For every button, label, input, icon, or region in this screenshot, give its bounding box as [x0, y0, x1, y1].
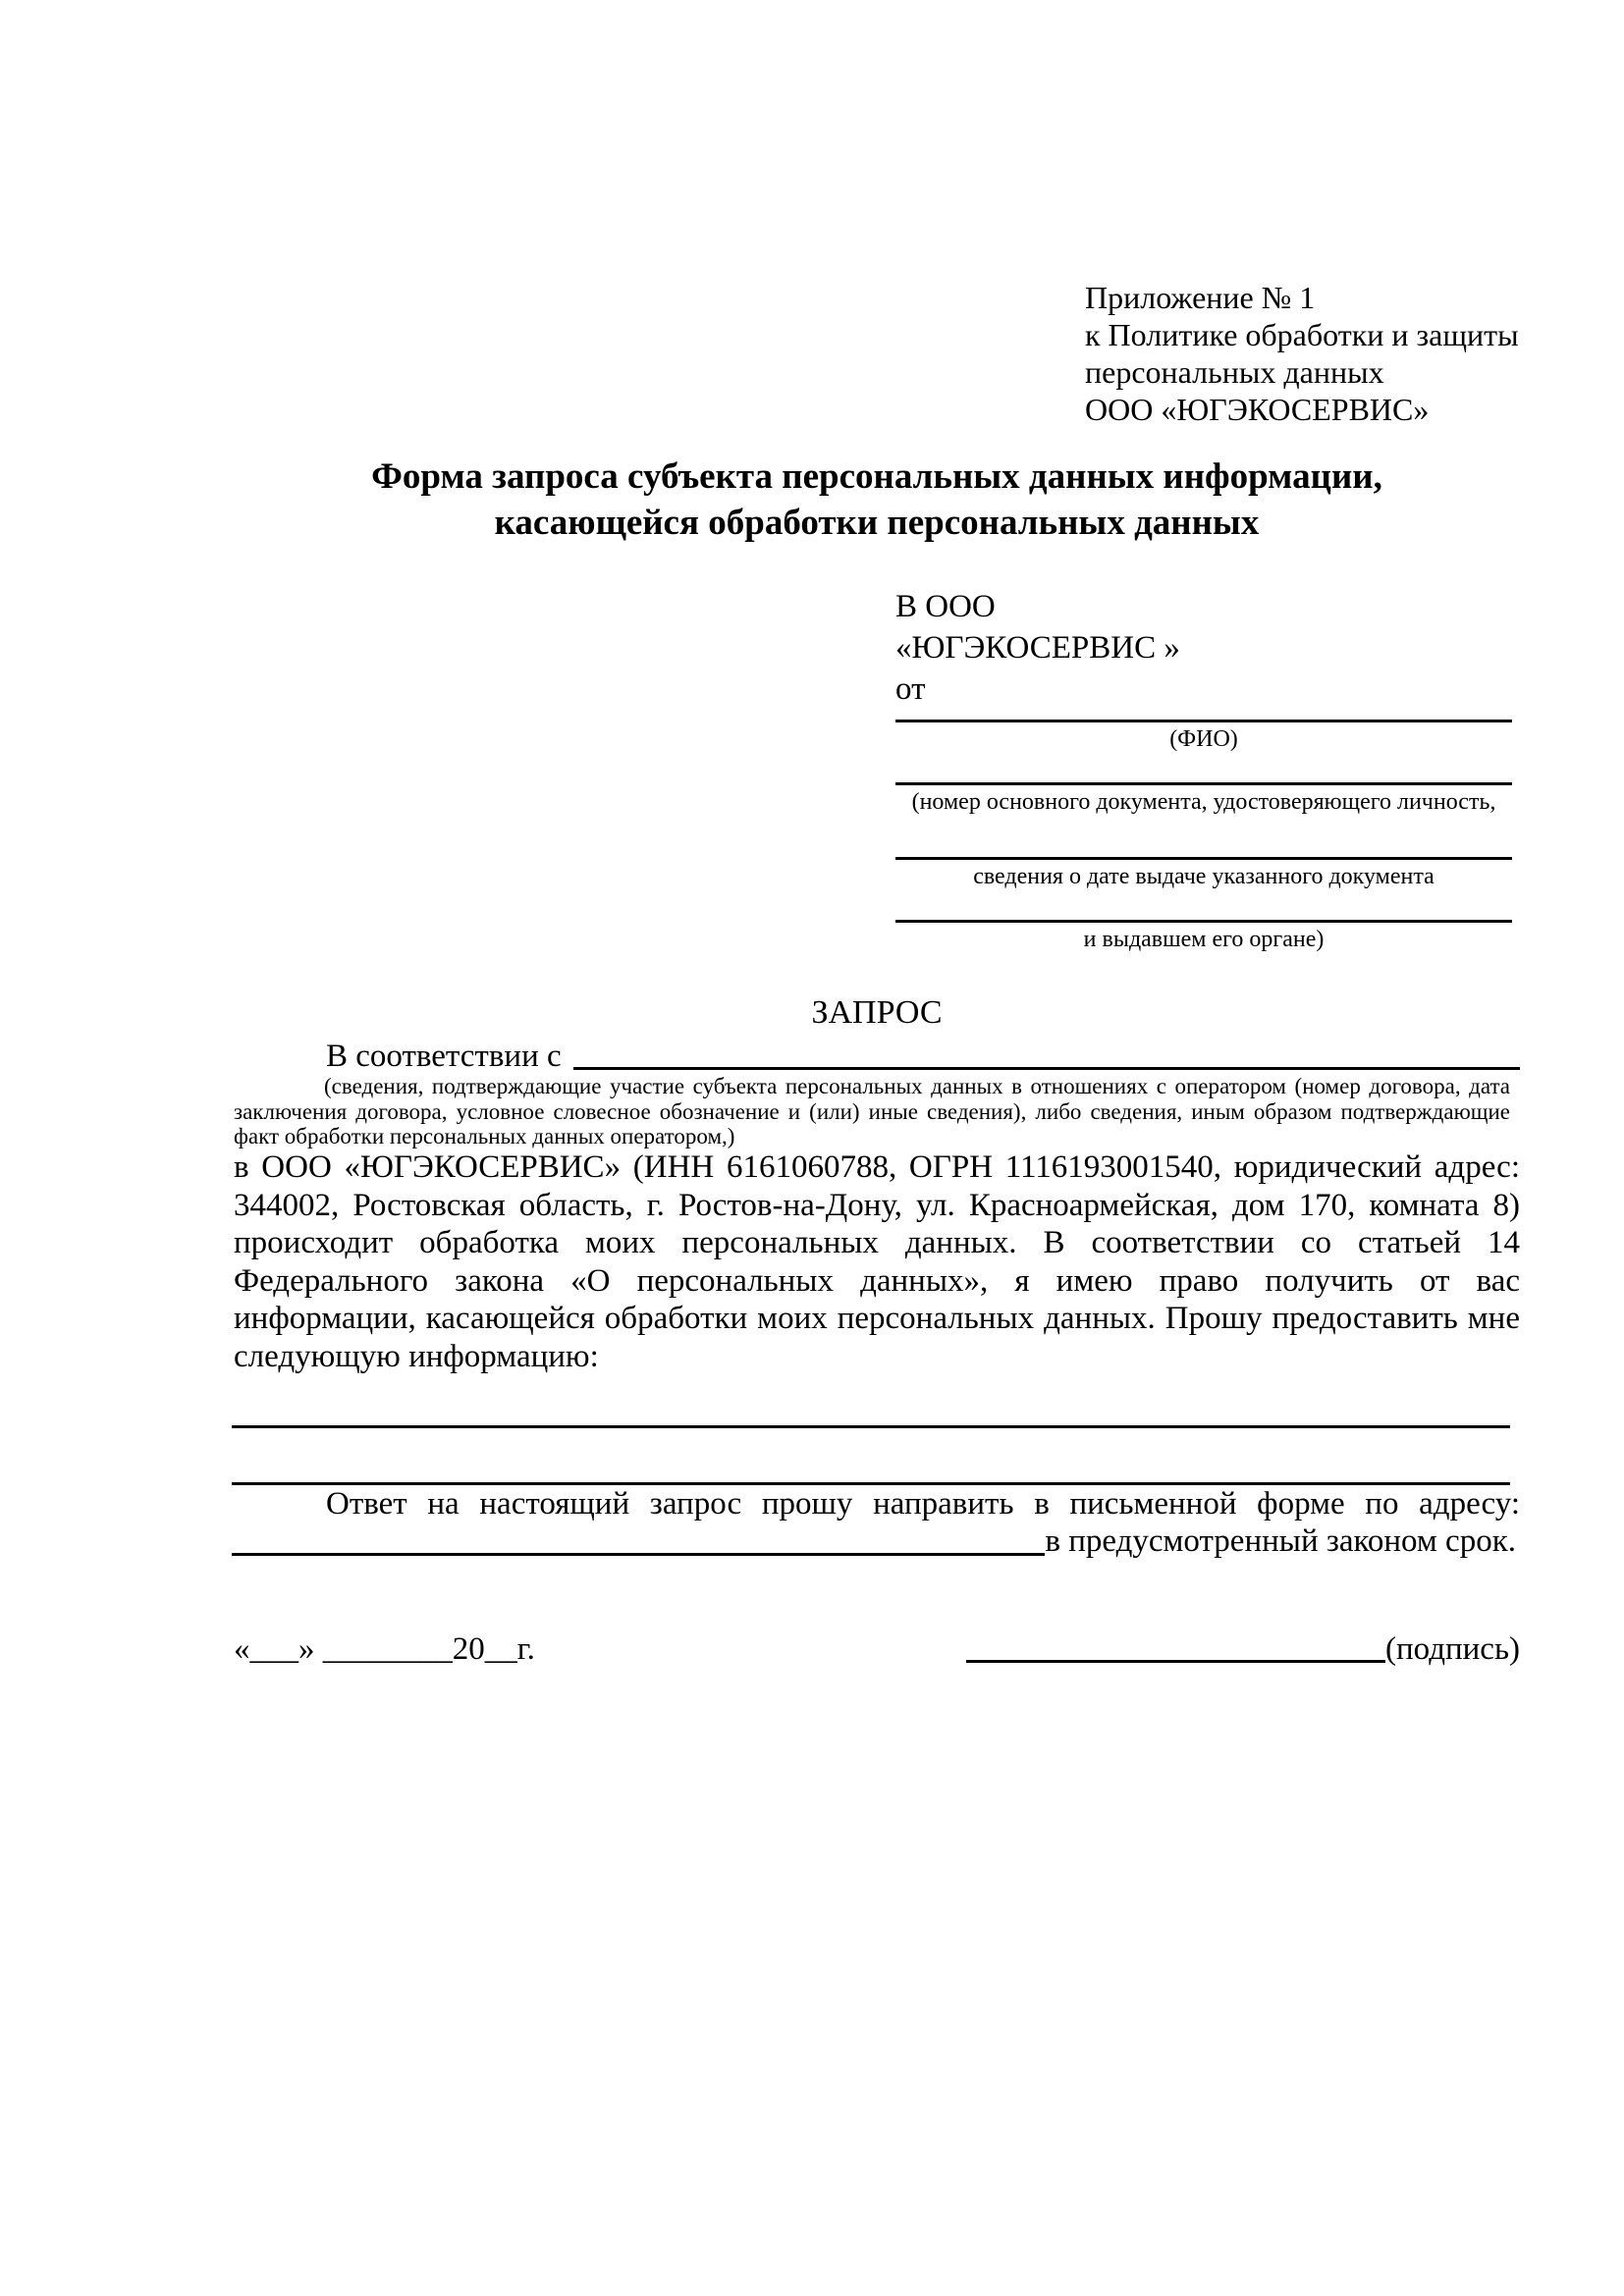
appendix-line-1: Приложение № 1 [1085, 280, 1316, 315]
reply-address-row [232, 1522, 1516, 1561]
fio-caption: (ФИО) [1169, 726, 1238, 752]
basis-blank-line [573, 1038, 1520, 1070]
title-line-2: касающейся обработки персональных данных [494, 503, 1260, 543]
basis-note: (сведения, подтверждающие участие субъекта персональных данных в отношениях с оператором (номер договора, дата заключения договора, условное словесное обозначение и (или) иные сведения), либо сведения, иным образом подтверждающие факт обработки персональных данных оператором,) [234, 1074, 1510, 1148]
issue-date-field [895, 857, 1512, 889]
basis-intro-row [234, 1038, 1520, 1075]
from-label: от [895, 671, 926, 707]
reply-address-blank-line [232, 1553, 1045, 1556]
signature-caption: (подпись) [1385, 1631, 1520, 1667]
issuing-authority-blank-line [895, 920, 1512, 923]
doc-number-caption: (номер основного документа, удостоверяющего личность, [911, 789, 1496, 815]
fio-field [895, 720, 1512, 752]
issuing-authority-field [895, 920, 1512, 952]
to-company-prefix: В ООО [895, 589, 996, 624]
document-title [234, 454, 1520, 546]
title-line-1: Форма запроса субъекта персональных данных информации, [371, 456, 1382, 497]
basis-prefix: В соответствии с [326, 1039, 562, 1074]
doc-number-field [895, 782, 1512, 815]
appendix-line-3: персональных данных [1085, 354, 1384, 390]
addressee-block [895, 586, 1180, 710]
fio-blank-line [895, 720, 1512, 722]
date-blank: «___» ________20__г. [234, 1631, 535, 1667]
company-name: «ЮГЭКОСЕРВИС » [895, 630, 1180, 666]
paragraph-indent [234, 1038, 326, 1075]
appendix-line-4: ООО «ЮГЭКОСЕРВИС» [1085, 392, 1430, 427]
issuing-authority-caption: и выдавшем его органе) [1083, 927, 1325, 952]
request-body: в ООО «ЮГЭКОСЕРВИС» (ИНН 6161060788, ОГРН 1116193001540, юридический адрес: 344002, Ростовская область, г. Ростов-на-Дону, ул. Красноармейская, дом 170, комната 8) происходит обработка моих персональных данных. В соответствии со статьей 14 Федерального закона «О персональных данных», я имею право получить от вас информации, касающейся обработки моих персональных данных. Прошу предоставить мне следующую информацию: [234, 1149, 1520, 1374]
issue-date-blank-line [895, 857, 1512, 860]
date-signature-row [234, 1629, 1520, 1669]
info-blank-line-1 [232, 1425, 1510, 1428]
appendix-line-2: к Политике обработки и защиты [1085, 317, 1519, 352]
request-heading: ЗАПРОС [811, 994, 943, 1031]
appendix-header [1085, 279, 1519, 428]
reply-sentence: Ответ на настоящий запрос прошу направить в письменной форме по адресу: [326, 1486, 1520, 1522]
issue-date-caption: сведения о дате выдаче указанного документа [973, 864, 1435, 889]
reply-tail: в предусмотренный законом срок. [1045, 1523, 1516, 1559]
signature-blank-line [966, 1660, 1385, 1663]
doc-number-blank-line [895, 782, 1512, 785]
